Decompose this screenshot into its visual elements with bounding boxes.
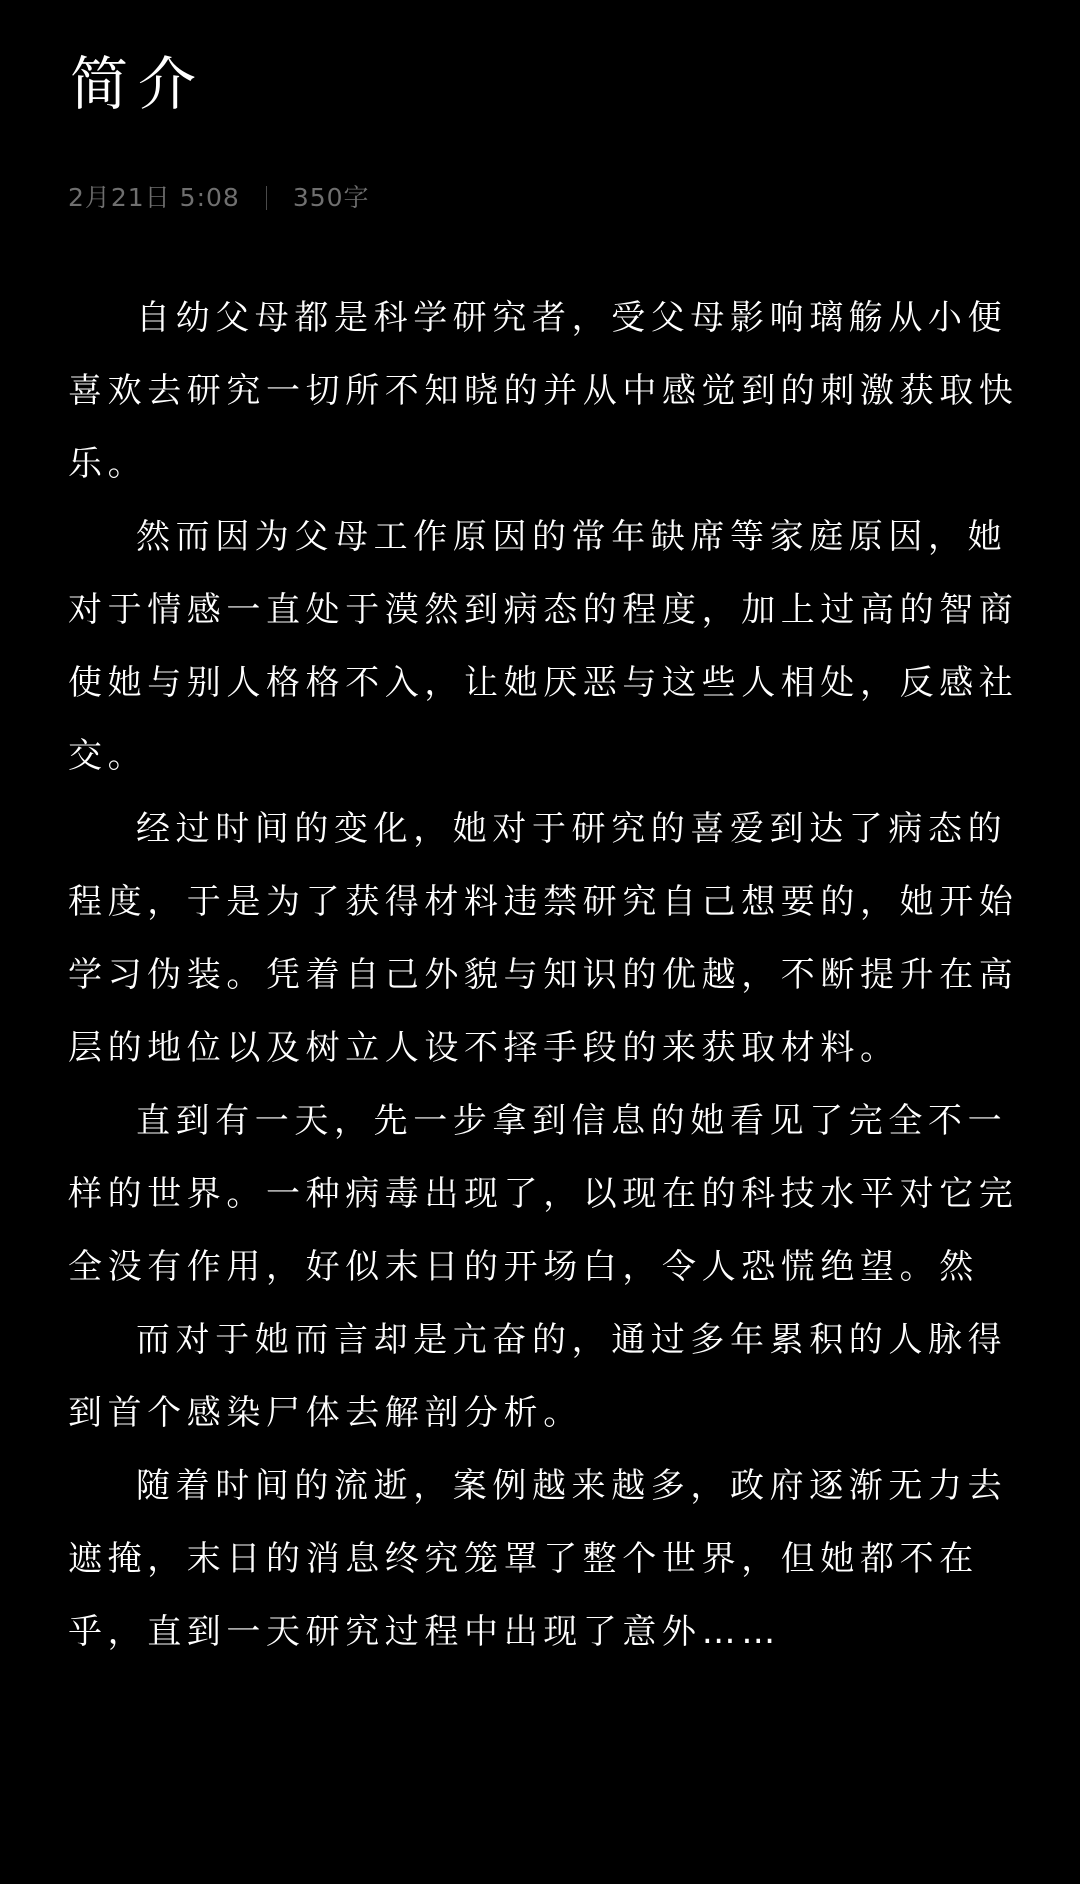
meta-divider (266, 186, 267, 210)
note-meta (68, 180, 1020, 216)
note-paragraph: 经过时间的变化，她对于研究的喜爱到达了病态的程度，于是为了获得材料违禁研究自己想要的，她开始学习伪装。凭着自己外貌与知识的优越，不断提升在高层的地位以及树立人设不择手段的来获取材料。 (68, 809, 1019, 1068)
note-date: 2月21日 5:08 (68, 183, 240, 212)
note-paragraph: 直到有一天，先一步拿到信息的她看见了完全不一样的世界。一种病毒出现了，以现在的科技水平对它完全没有作用，好似末日的开场白，令人恐慌绝望。然 (68, 1101, 1019, 1287)
note-paragraph: 而对于她而言却是亢奋的，通过多年累积的人脉得到首个感染尸体去解剖分析。 (68, 1320, 1008, 1433)
note-paragraph: 自幼父母都是科学研究者，受父母影响璃觞从小便喜欢去研究一切所不知晓的并从中感觉到的刺激获取快乐。 (68, 298, 1019, 484)
note-body[interactable] (68, 282, 1020, 1669)
note-paragraph: 随着时间的流逝，案例越来越多，政府逐渐无力去遮掩，末日的消息终究笼罩了整个世界，但她都不在乎，直到一天研究过程中出现了意外…… (68, 1466, 1008, 1652)
note-paragraph: 然而因为父母工作原因的常年缺席等家庭原因，她对于情感一直处于漠然到病态的程度，加上过高的智商使她与别人格格不入，让她厌恶与这些人相处，反感社交。 (68, 517, 1019, 776)
note-word-count: 350字 (292, 183, 370, 212)
note-title: 简介 (70, 50, 207, 118)
